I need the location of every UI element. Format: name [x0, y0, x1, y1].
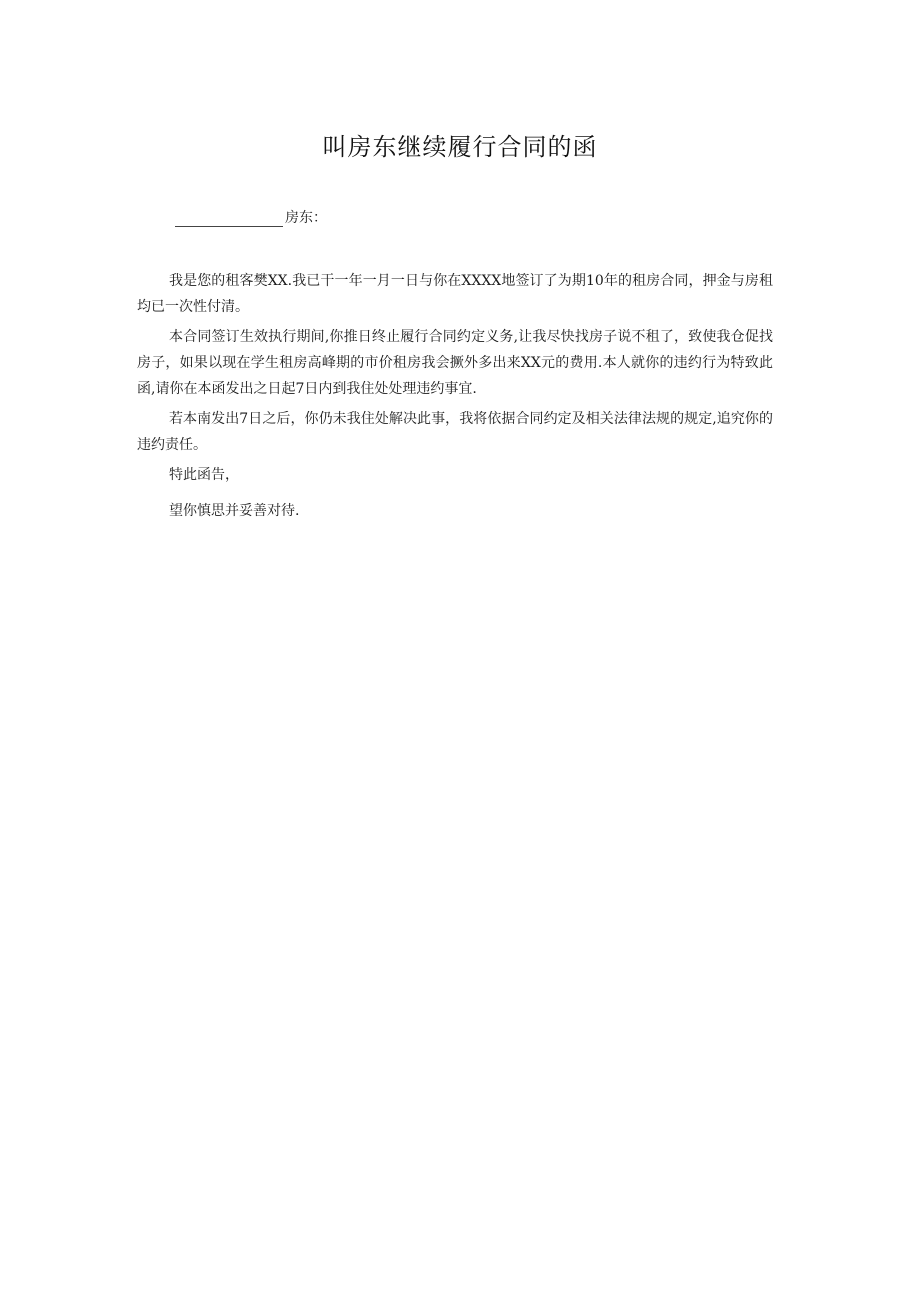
- paragraph: 本合同签订生效执行期间,你推日终止履行合同约定义务,让我尽快找房子说不租了，致使我仓促找房子，如果以现在学生租房高峰期的市价租房我会撅外多出来XX元的费用.本人就你的违约行为特致此函,请你在本函发出之日起7日内到我住处处理违约事宜.: [137, 329, 773, 397]
- salutation-text: 房东：: [285, 210, 327, 226]
- recipient-blank-line: [175, 210, 283, 227]
- letter-body: [137, 268, 773, 528]
- salutation: [175, 207, 327, 227]
- closing-line: 望你慎思并妥善对待.: [169, 503, 300, 519]
- document-title: 叫房东继续履行合同的函: [322, 133, 598, 161]
- closing-line: 特此函告，: [169, 467, 239, 483]
- paragraph: 我是您的租客樊XX.我已干一年一月一日与你在XXXX地签订了为期10年的租房合同，押金与房租均已一次性付清。: [137, 273, 773, 315]
- paragraph: 若本南发出7日之后，你仍未我住处解决此事，我将依据合同约定及相关法律法规的规定,追究你的违约责任。: [137, 411, 773, 453]
